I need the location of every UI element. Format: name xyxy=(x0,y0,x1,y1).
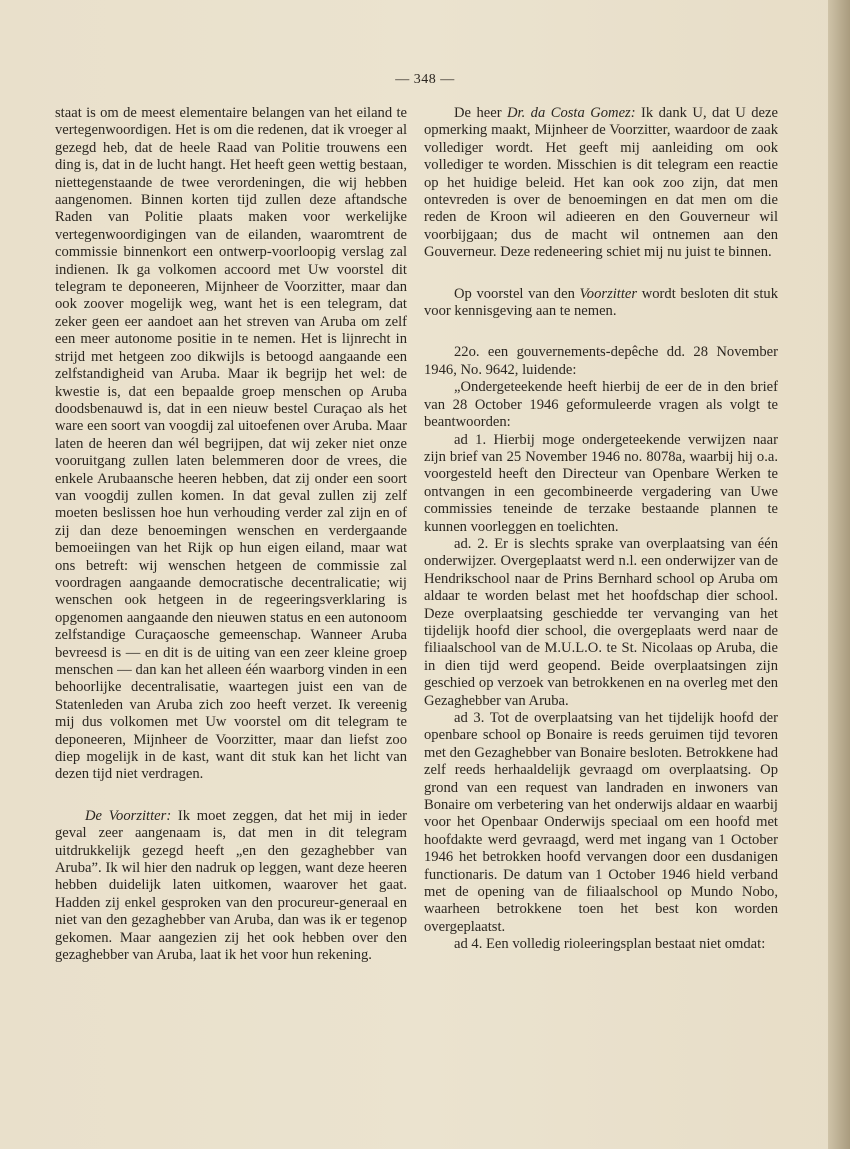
paragraph-gap xyxy=(424,320,778,344)
left-column xyxy=(55,105,407,965)
paragraph-voorzitter xyxy=(55,808,407,965)
paragraph-da-costa-gomez xyxy=(424,105,778,262)
page-number: — 348 — xyxy=(395,72,455,87)
paragraph-continuation: staat is om de meest elementaire belangen van het eiland te vertegenwoordigen. Het is om die redenen, dat ik vroeger al gezegd heb, dat de heele Raad van Politie trouwens een ding is, dat in de lucht hangt. Het heeft geen wettig bestaan, niettegenstaande de twee verordeningen, die wij hebben aangenomen. Binnen korten tijd zullen deze aftandsche Raden van Politie plaats maken voor werkelijke vertegenwoordigingen van de eilanden, waaromtrent de commissie binnenkort een ontwerp-voorloopig verslag zal indienen. Ik ga volkomen accoord met Uw voorstel dit telegram te deponeeren, Mijnheer de Voorzitter, maar dan ook zoover mogelijk weg, want het is een telegram, dat zeker geen eer aandoet aan het streven van Aruba om zelf een meer autonome positie in te nemen. Het is lijnrecht in strijd met hetgeen zoo dikwijls is betoogd aangaande een zelfstandigheid van Aruba. Maar ik begrijp het wel: de kwestie is, dat een bepaalde groep menschen op Aruba doodsbenauwd is, dat in een nieuw bestel Curaçao als het ware een soort van voogdij zal uitoefenen over Aruba. Maar laten de heeren dan wél begrijpen, dat wij zeker niet onze vooruitgang zullen laten belemmeren door de vrees, die enkele Arubaansche heeren hebben, dat zij onder een soort van voogdij zullen komen. In dat geval zullen zij zelf moeten beslissen hoe hun verhouding verder zal zijn en of zij dan deze benoemingen wenschen en verdergaande bemoeiingen van het Rijk op hun eigen eiland, maar wat ons betreft: wij wenschen hetgeen de commissie zal voordragen aangaande democratische decentralicatie; wij wenschen ook hetgeen in de regeeringsverklaring is opgenomen aangaande den nieuwen status en een autonoom zelfstandige Curaçaosche gemeenschap. Wanneer Aruba bevreesd is — en dit is de uiting van een zeer kleine groep menschen — dan kan het alleen één waarborg vinden in een behoorlijke decentralisatie, waartegen juist een van de Statenleden van Aruba zich zoo heeft verzet. Ik vereenig mij dus volkomen met Uw voorstel om dit telegram te deponeeren, Mijnheer de Voorzitter, maar dan liefst zoo diep mogelijk in de kast, want dit stuk kan het licht van dezen tijd niet verdragen. xyxy=(55,105,407,783)
paragraph-text: Ik dank U, dat U deze opmerking maakt, Mijnheer de Voorzitter, waardoor de zaak vollediger wordt. Het geeft mij aanleiding om ook vollediger te worden. Misschien is dit telegram een reactie op het huidige beleid. Het kan ook zoo zijn, dat men ontevreden is over de benoemingen en dat men om die reden de Kroon wil adieeren en den Gouverneur wil voorbijgaan; dus de macht wil ontnemen aan den Gouverneur. Deze redeneering schiet mij nu juist te binnen. xyxy=(424,105,778,261)
paragraph-ad-3: ad 3. Tot de overplaatsing van het tijdelijk hoofd der openbare school op Bonaire is reeds geruimen tijd tevoren met den Gezaghebber van Bonaire besloten. Betrokkene had zelf reeds herhaaldelijk gevraagd om overplaatsing. Op grond van een request van landraden en inwoners van Bonaire om verbetering van het onderwijs aldaar en waarbij voor het Openbaar Onderwijs speciaal om een hoofd met hoofdakte werd gevraagd, werd met ingang van 1 October 1946 het betrokken hoofd vervangen door een dusdanigen functionaris. De datum van 1 October 1946 hield verband met de opening van de filiaalschool op Mundo Nobo, waarheen betrokkene toen het best kon worden overgeplaatst. xyxy=(424,710,778,935)
speaker-prefix: De heer xyxy=(454,105,507,121)
paragraph-gap xyxy=(55,784,407,808)
paragraph-letter-intro: „Ondergeteekende heeft hierbij de eer de in den brief van 28 October 1946 geformuleerde vragen als volgt te beantwoorden: xyxy=(424,379,778,431)
paragraph-item-22o: 22o. een gouvernements-depêche dd. 28 November 1946, No. 9642, luidende: xyxy=(424,344,778,378)
paragraph-ad-2: ad. 2. Er is slechts sprake van overplaatsing van één onderwijzer. Overgeplaatst werd n.l. een onderwijzer van de Hendrikschool naar de Prins Bernhard school op Aruba om aldaar te worden belast met het hoofdschap dier school. Deze overplaatsing geschiedde ter vervanging van het tijdelijk hoofd dier school, die overgeplaats werd naar de filiaalschool van de M.U.L.O. te St. Nicolaas op Aruba, die in dien tijd werd geopend. Beide overplaatsingen zijn geschied op verzoek van betrokkenen en na overleg met den Gezaghebber van Aruba. xyxy=(424,535,778,709)
speaker-name: Dr. da Costa Gomez: xyxy=(507,105,636,121)
paragraph-text: wordt besloten dit stuk voor kennisgeving aan te nemen. xyxy=(424,285,778,320)
paragraph-gap xyxy=(424,262,778,286)
paragraph-decision xyxy=(424,286,778,321)
speaker-name: De Voorzitter: xyxy=(85,807,172,824)
paragraph-ad-4: ad 4. Een volledig rioleeringsplan bestaat niet omdat: xyxy=(454,936,766,953)
right-column xyxy=(424,105,778,954)
speaker-name: Voorzitter xyxy=(579,285,638,302)
page-edge xyxy=(828,0,850,1149)
paragraph-ad-1: ad 1. Hierbij moge ondergeteekende verwijzen naar zijn brief van 25 November 1946 no. 8078a, waarbij hij o.a. voorgesteld heeft den Directeur van Openbare Werken te ontvangen in een gecombineerde vergadering van Uwe commissies teneinde de terzake bestaande plannen te kunnen voorleggen en toelichten. xyxy=(424,431,778,535)
paragraph-text: Ik moet zeggen, dat het mij in ieder geval zeer aangenaam is, dat men in dit telegram uitdrukkelijk gezegd heeft „en den gezaghebber van Aruba”. Ik wil hier den nadruk op leggen, want deze heeren hebben duidelijk laten uitkomen, waarover het gaat. Hadden zij enkel gesproken van den procureur-generaal en niet van den gezaghebber van Aruba, dan was ik er tegenop gekomen. Maar aangezien zij het ook hebben over den gezaghebber van Aruba, laat ik het voor hun rekening. xyxy=(55,807,407,964)
decision-prefix: Op voorstel van den xyxy=(454,285,580,302)
